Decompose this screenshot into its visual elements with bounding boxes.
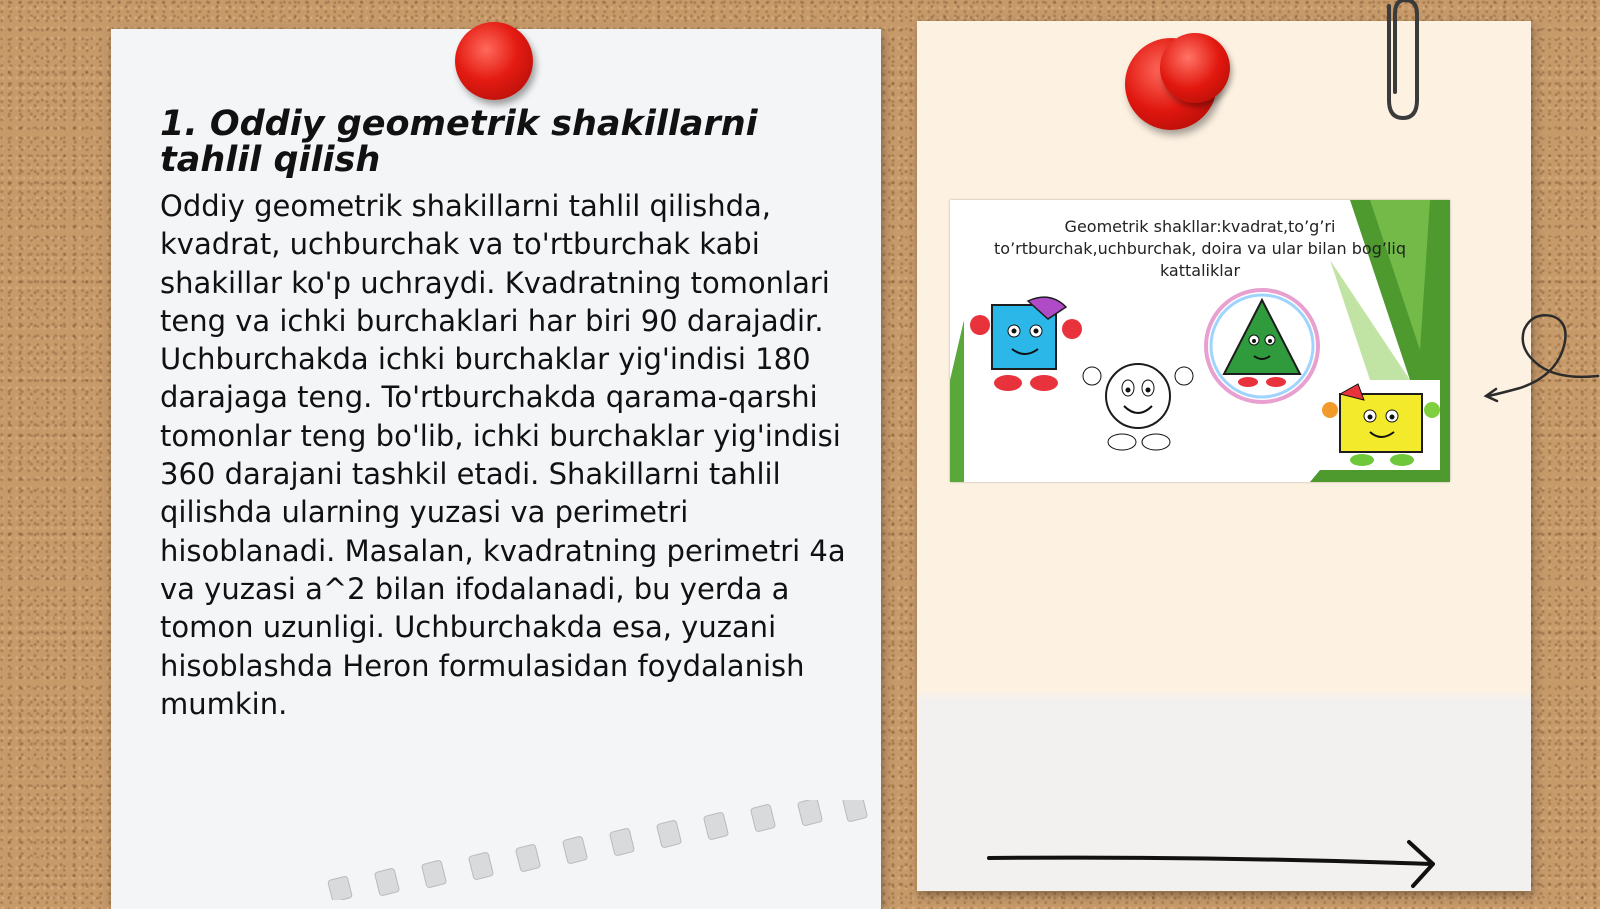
note-title: 1. Oddiy geometrik shakillarni tahlil qilish xyxy=(160,104,758,180)
square-character-icon xyxy=(958,295,1098,405)
note-body-text: Oddiy geometrik shakillarni tahlil qilishda, kvadrat, uchburchak va to'rtburchak kabi shakillar ko'p uchraydi. Kvadratning tomonlari teng va ichki burchaklari har biri 90 darajadir. Uchburchakda ichki burchaklar yig'indisi 180 darajaga teng. To'rtburchakda qarama-qarshi tomonlar teng bo'lib, ichki burchaklar yig'indisi 360 darajani tashkil etadi. Shakillarni tahlil qilishda ularning yuzasi va perimetri hisoblanadi. Masalan, kvadratning perimetri 4a va yuzasi a^2 bilan ifodalanadi, bu yerda a tomon uzunligi. Uchburchakda esa, yuzani hisoblashda Heron formulasidan foydalanish mumkin. xyxy=(160,189,846,721)
geometric-shapes-image xyxy=(950,200,1450,482)
push-pin-icon xyxy=(1160,33,1230,103)
paper-clip-icon xyxy=(1375,0,1425,125)
image-caption: Geometrik shakllar:kvadrat,to’g’ri to’rtburchak,uchburchak, doira va ular bilan bog’liq kattaliklar xyxy=(994,217,1406,280)
rectangle-character-icon xyxy=(1318,380,1448,476)
torn-edge-decoration xyxy=(300,800,880,900)
push-pin-icon xyxy=(455,22,533,100)
circle-character-icon xyxy=(1078,350,1198,460)
curly-arrow-icon xyxy=(1480,310,1600,410)
triangle-character-icon xyxy=(1200,284,1324,408)
right-arrow-icon xyxy=(985,838,1451,894)
